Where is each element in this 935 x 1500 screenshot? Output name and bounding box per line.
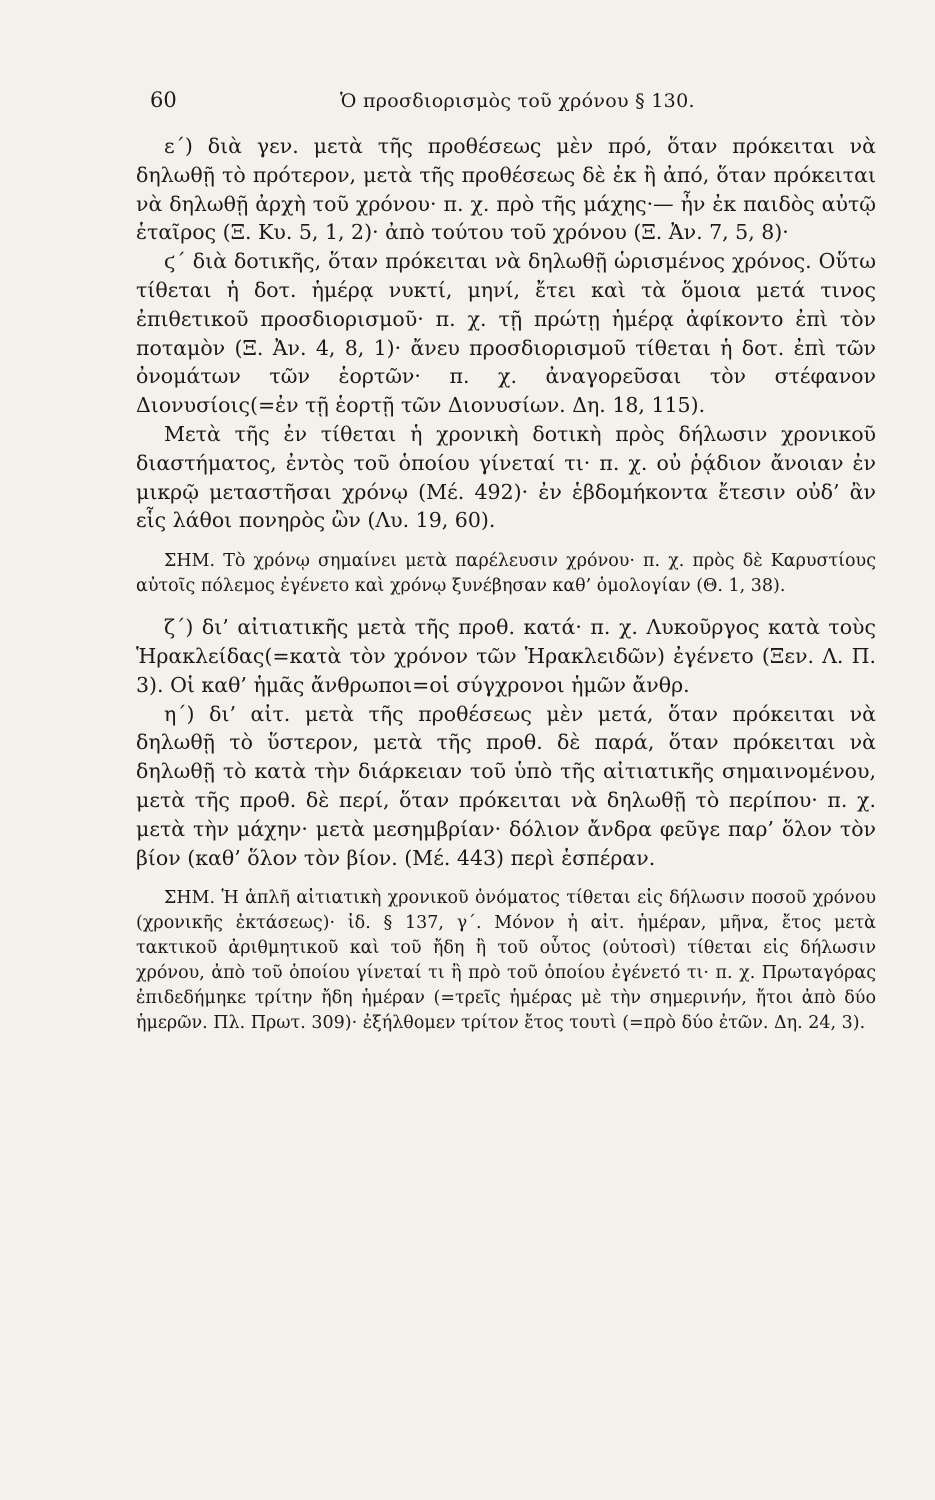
paragraph-st: ϛ΄ διὰ δοτικῆς, ὅταν πρόκειται νὰ δηλωθῇ ὡρισμένος χρόνος. Οὕτω τίθεται ἡ δοτ. ἡμέρᾳ νυκτί, μηνί, ἔτει καὶ τὰ ὅμοια μετά τινος ἐπιθετικοῦ προσδιορισμοῦ· π. χ. τῇ πρώτῃ ἡμέρᾳ ἀφίκοντο ἐπὶ τὸν ποταμὸν (Ξ. Ἀν. 4, 8, 1)· ἄνευ προσδιορισμοῦ τίθεται ἡ δοτ. ἐπὶ τῶν ὀνομάτων τῶν ἑορτῶν· π. χ. ἀναγορεῦσαι τὸν στέφανον Διονυσίοις(=ἐν τῇ ἑορτῇ τῶν Διονυσίων. Δη. 18, 115). xyxy=(136,249,876,418)
paragraph-en: Μετὰ τῆς ἐν τίθεται ἡ χρονικὴ δοτικὴ πρὸς δήλωσιν χρονικοῦ διαστήματος, ἐντὸς τοῦ ὁποίου γίνεταί τι· π. χ. οὐ ῥᾴδιον ἄνοιαν ἐν μικρῷ μεταστῆσαι χρόνῳ (Μέ. 492)· ἐν ἑβδομήκοντα ἔτεσιν οὐδ’ ἂν εἷς λάθοι πονηρὸς ὢν (Λυ. 19, 60). xyxy=(136,421,876,533)
paragraph-h: η΄) δι’ αἰτ. μετὰ τῆς προθέσεως μὲν μετά, ὅταν πρόκειται νὰ δηλωθῇ τὸ ὕστερον, μετὰ τῆς προθ. δὲ παρά, ὅταν πρόκειται νὰ δηλωθῇ τὸ κατὰ τὴν διάρκειαν τοῦ ὑπὸ τῆς αἰτιατικῆς σημαινομένου, μετὰ τῆς προθ. δὲ περί, ὅταν πρόκειται νὰ δηλωθῇ τὸ περίπου· π. χ. μετὰ τὴν μάχην· μετὰ μεσημβρίαν· δόλιον ἄνδρα φεῦγε παρ’ ὅλον τὸν βίον (καθ’ ὅλον τὸν βίον. (Μέ. 443) περὶ ἑσπέραν. xyxy=(136,701,876,870)
paragraph-z: ζ΄) δι’ αἰτιατικῆς μετὰ τῆς προθ. κατά· π. χ. Λυκοῦργος κατὰ τοὺς Ἡρακλείδας(=κατὰ τὸν χρόνον τῶν Ἡρακλειδῶν) ἐγένετο (Ξεν. Λ. Π. 3). Οἱ καθ’ ἡμᾶς ἄνθρωποι=οἱ σύγχρονοι ἡμῶν ἄνθρ. xyxy=(136,615,876,697)
page-number: 60 xyxy=(150,88,177,112)
note-1 xyxy=(136,549,876,599)
note-2-text: ΣΗΜ. Ἡ ἁπλῆ αἰτιατικὴ χρονικοῦ ὀνόματος τίθεται εἰς δήλωσιν ποσοῦ χρόνου (χρονικῆς ἐκτάσεως)· ἰδ. § 137, γ΄. Μόνον ἡ αἰτ. ἡμέραν, μῆνα, ἔτος μετὰ τακτικοῦ ἀριθμητικοῦ καὶ τοῦ ἤδη ἢ τοῦ οὗτος (οὑτοσὶ) τίθεται εἰς δήλωσιν χρόνου, ἀπὸ τοῦ ὁποίου γίνεταί τι ἢ πρὸ τοῦ ὁποίου ἐγένετό τι· π. χ. Πρωταγόρας ἐπιδεδήμηκε τρίτην ἤδη ἡμέραν (=τρεῖς ἡμέρας μὲ τὴν σημερινήν, ἤτοι ἀπὸ δύο ἡμερῶν. Πλ. Πρωτ. 309)· ἐξήλθομεν τρίτον ἔτος τουτὶ (=πρὸ δύο ἐτῶν. Δη. 24, 3). xyxy=(136,888,876,1034)
running-title: Ὁ προσδιορισμὸς τοῦ χρόνου § 130. xyxy=(340,90,695,112)
page-body xyxy=(136,132,876,1036)
note-1-text: ΣΗΜ. Τὸ χρόνῳ σημαίνει μετὰ παρέλευσιν χρόνου· π. χ. πρὸς δὲ Καρυστίους αὐτοῖς πόλεμος ἐγένετο καὶ χρόνῳ ξυνέβησαν καθ’ ὁμολογίαν (Θ. 1, 38). xyxy=(136,551,876,597)
page-header xyxy=(150,88,835,118)
paragraph-e: ε΄) διὰ γεν. μετὰ τῆς προθέσεως μὲν πρό, ὅταν πρόκειται νὰ δηλωθῇ τὸ πρότερον, μετὰ τῆς προθέσεως δὲ ἐκ ἢ ἀπό, ὅταν πρόκειται νὰ δηλωθῇ ἀρχὴ τοῦ χρόνου· π. χ. πρὸ τῆς μάχης·— ἦν ἐκ παιδὸς αὐτῷ ἑταῖρος (Ξ. Κυ. 5, 1, 2)· ἀπὸ τούτου τοῦ χρόνου (Ξ. Ἀν. 7, 5, 8)· xyxy=(136,134,876,245)
note-2 xyxy=(136,886,876,1036)
